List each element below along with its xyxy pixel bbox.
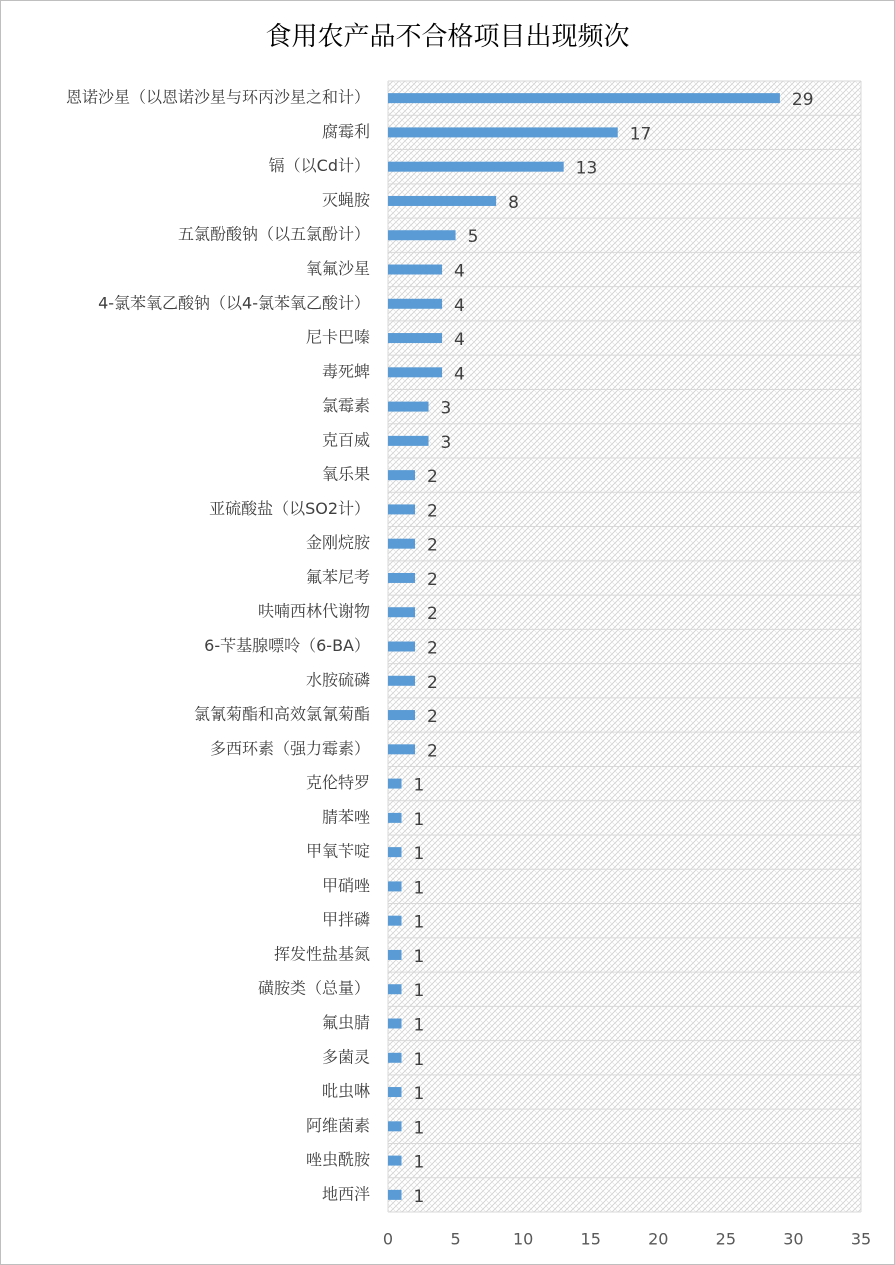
- data-label: 1: [413, 1084, 425, 1105]
- data-label: 1: [413, 946, 425, 967]
- chart-title: 食用农产品不合格项目出现频次: [265, 22, 630, 52]
- bar: [388, 916, 402, 926]
- bar: [388, 504, 415, 514]
- bar: [388, 607, 415, 617]
- data-label: 1: [413, 1049, 425, 1070]
- x-tick-label: 25: [715, 1229, 737, 1249]
- data-label: 1: [413, 878, 425, 899]
- category-label: 甲氧苄啶: [305, 841, 370, 861]
- data-label: 29: [791, 90, 814, 111]
- data-label: 2: [427, 604, 438, 625]
- bar: [388, 847, 402, 857]
- bar: [388, 230, 456, 240]
- plot-area-background: [388, 81, 861, 1212]
- category-label: 恩诺沙星（以恩诺沙星与环丙沙星之和计）: [65, 87, 370, 107]
- bar: [388, 573, 415, 583]
- data-label: 2: [427, 672, 438, 693]
- category-label: 克伦特罗: [305, 773, 370, 793]
- category-label: 亚硫酸盐（以SO2计）: [209, 498, 370, 518]
- x-tick-label: 35: [850, 1229, 872, 1249]
- data-label: 1: [413, 1152, 425, 1173]
- bar: [388, 1156, 402, 1166]
- category-label: 氟苯尼考: [305, 567, 370, 587]
- data-label: 2: [427, 741, 438, 762]
- data-label: 1: [413, 912, 425, 933]
- data-label: 1: [413, 1118, 425, 1139]
- category-label: 腈苯唑: [321, 807, 370, 827]
- category-label: 氯氰菊酯和高效氯氰菊酯: [193, 704, 370, 724]
- category-label: 4-氯苯氧乙酸钠（以4-氯苯氧乙酸计）: [98, 293, 370, 313]
- bar: [388, 1019, 402, 1029]
- data-label: 8: [508, 192, 519, 213]
- data-label: 4: [454, 295, 465, 316]
- category-label: 腐霉利: [321, 121, 370, 141]
- data-label: 1: [413, 775, 425, 796]
- bar: [388, 642, 415, 652]
- bar: [388, 950, 402, 960]
- data-label: 17: [629, 124, 652, 145]
- category-label: 金刚烷胺: [305, 533, 370, 553]
- data-label: 1: [413, 1015, 425, 1036]
- data-label: 4: [454, 364, 465, 385]
- bar: [388, 779, 402, 789]
- bar: [388, 196, 496, 206]
- bar: [388, 1053, 402, 1063]
- bar: [388, 984, 402, 994]
- category-label: 呋喃西林代谢物: [257, 601, 370, 621]
- category-label: 氟虫腈: [321, 1013, 370, 1032]
- category-label: 挥发性盐基氮: [273, 944, 370, 964]
- bar: [388, 813, 402, 823]
- category-label: 灭蝇胺: [321, 190, 370, 210]
- category-label: 氧氟沙星: [305, 259, 370, 278]
- data-label: 4: [454, 261, 465, 282]
- category-label: 吡虫啉: [321, 1081, 370, 1101]
- bar: [388, 162, 564, 172]
- category-label: 磺胺类（总量）: [257, 978, 370, 998]
- data-label: 1: [413, 844, 425, 865]
- bar: [388, 1087, 402, 1097]
- x-axis-tick-labels: [383, 1230, 871, 1249]
- category-label: 镉（以Cd计）: [268, 156, 370, 176]
- category-labels: [66, 88, 371, 1204]
- category-label: 毒死蜱: [321, 361, 370, 381]
- data-label: 1: [413, 1186, 425, 1207]
- bar: [388, 265, 442, 275]
- bar: [388, 93, 780, 103]
- data-label: 5: [467, 227, 479, 248]
- bar: [388, 367, 442, 377]
- bar: [388, 676, 415, 686]
- category-label: 尼卡巴嗪: [305, 327, 370, 347]
- data-label: 1: [413, 809, 425, 830]
- data-label: 2: [427, 501, 438, 522]
- bar: [388, 539, 415, 549]
- category-label: 氧乐果: [321, 464, 370, 484]
- category-label: 多西环素（强力霉素）: [209, 738, 370, 758]
- data-label: 3: [440, 432, 452, 453]
- category-label: 甲硝唑: [321, 875, 370, 895]
- category-label: 地西泮: [321, 1184, 370, 1204]
- bar: [388, 402, 429, 412]
- bar: [388, 1121, 402, 1131]
- x-tick-label: 20: [648, 1229, 669, 1249]
- category-label: 阿维菌素: [305, 1115, 370, 1135]
- x-tick-label: 10: [512, 1229, 534, 1249]
- category-label: 6-苄基腺嘌呤（6-BA）: [204, 636, 370, 655]
- category-label: 克百威: [321, 430, 370, 450]
- bar: [388, 1190, 402, 1200]
- bar: [388, 470, 415, 480]
- category-label: 水胺硫磷: [305, 670, 370, 690]
- data-label: 13: [575, 158, 598, 179]
- x-tick-label: 30: [783, 1229, 804, 1249]
- data-label: 1: [413, 981, 425, 1002]
- bar: [388, 436, 429, 446]
- data-label: 2: [427, 707, 438, 728]
- bar: [388, 299, 442, 309]
- data-label: 2: [427, 638, 438, 659]
- data-label: 2: [427, 535, 438, 556]
- category-label: 氯霉素: [321, 396, 370, 416]
- category-label: 唑虫酰胺: [305, 1150, 370, 1170]
- bar: [388, 333, 442, 343]
- x-tick-label: 15: [580, 1229, 601, 1249]
- data-label: 2: [427, 569, 438, 590]
- data-label: 2: [427, 467, 438, 488]
- x-tick-label: 5: [450, 1229, 461, 1249]
- data-label: 4: [454, 330, 465, 351]
- x-tick-label: 0: [382, 1229, 394, 1249]
- category-label: 多菌灵: [321, 1047, 370, 1067]
- category-label: 甲拌磷: [321, 910, 370, 930]
- category-label: 五氯酚酸钠（以五氯酚计）: [177, 224, 370, 244]
- bar: [388, 881, 402, 891]
- bar: [388, 127, 618, 137]
- bar: [388, 744, 415, 754]
- data-label: 3: [440, 398, 452, 419]
- bar: [388, 710, 415, 720]
